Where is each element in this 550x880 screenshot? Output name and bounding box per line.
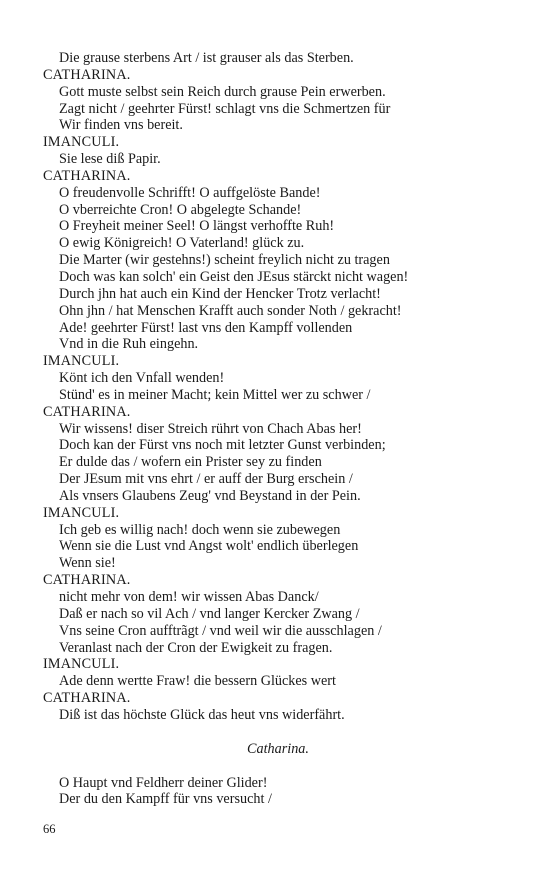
verse-line: Ich geb es willig nach! doch wenn sie zubewegen — [59, 521, 341, 538]
verse-line: Vnd in die Ruh eingehn. — [59, 336, 199, 353]
verse-line: Wenn sie die Lust vnd Angst wolt' endlich überlegen — [59, 538, 359, 555]
verse-line: Ade denn wertte Fraw! die bessern Glückes wert — [59, 673, 336, 690]
section-heading: Catharina. — [247, 740, 309, 757]
verse-line: Der du den Kampff für vns versucht / — [59, 791, 272, 808]
verse-line: Ade! geehrter Fürst! last vns den Kampff vollenden — [59, 319, 353, 336]
speaker-name: CATHARINA. — [43, 66, 131, 83]
verse-line: Sie lese diß Papir. — [59, 151, 161, 168]
verse-line: Daß er nach so vil Ach / vnd langer Kercker Zwang / — [59, 605, 360, 622]
verse-line: Doch was kan solch' ein Geist den JEsus stärckt nicht wagen! — [59, 268, 409, 285]
verse-line: Die grause sterbens Art / ist grauser als das Sterben. — [59, 50, 354, 66]
verse-line: Der JEsum mit vns ehrt / er auff der Burg erschein / — [59, 471, 353, 488]
verse-line: Wenn sie! — [59, 555, 116, 572]
verse-line: Ohn jhn / hat Menschen Krafft auch sonder Noth / gekracht! — [59, 302, 402, 319]
verse-line: nicht mehr von dem! wir wissen Abas Danck/ — [59, 589, 319, 605]
verse-line: Zagt nicht / geehrter Fürst! schlagt vns die Schmertzen für — [59, 100, 391, 117]
verse-line: O vberreichte Cron! O abgelegte Schande! — [59, 201, 302, 218]
verse-line: Wir wissens! diser Streich rührt von Chach Abas her! — [59, 420, 362, 437]
dialogue-block — [43, 50, 513, 724]
verse-line: Könt ich den Vnfall wenden! — [59, 370, 225, 387]
speaker-name: IMANCULI. — [43, 134, 120, 151]
speaker-name: IMANCULI. — [43, 656, 120, 673]
verse-line: Vns seine Cron aufftrãgt / vnd weil wir die ausschlagen / — [59, 622, 382, 639]
verse-line: O freudenvolle Schrifft! O auffgelöste Bande! — [59, 184, 321, 201]
song-block — [43, 775, 513, 809]
verse-line: Doch kan der Fürst vns noch mit letzter Gunst verbinden; — [59, 437, 386, 454]
speaker-name: IMANCULI. — [43, 504, 120, 521]
speaker-name: CATHARINA. — [43, 403, 131, 420]
verse-line: Als vnsers Glaubens Zeug' vnd Beystand in der Pein. — [59, 487, 361, 504]
verse-line: Gott muste selbst sein Reich durch grause Pein erwerben. — [59, 83, 386, 100]
verse-line: Veranlast nach der Cron der Ewigkeit zu fragen. — [59, 639, 333, 656]
verse-line: Durch jhn hat auch ein Kind der Hencker Trotz verlacht! — [59, 285, 381, 302]
speaker-name: CATHARINA. — [43, 167, 131, 184]
play-text — [43, 50, 513, 808]
page-number: 66 — [43, 822, 56, 836]
speaker-name: CATHARINA. — [43, 572, 131, 589]
verse-line: Diß ist das höchste Glück das heut vns widerfährt. — [59, 706, 345, 723]
verse-line: Stünd' es in meiner Macht; kein Mittel wer zu schwer / — [59, 386, 371, 403]
verse-line: O Haupt vnd Feldherr deiner Glider! — [59, 774, 268, 791]
verse-line: Er dulde das / wofern ein Prister sey zu finden — [59, 454, 322, 471]
verse-line: Die Marter (wir gestehns!) scheint freylich nicht zu tragen — [59, 252, 390, 269]
speaker-name: CATHARINA. — [43, 690, 131, 707]
verse-line: Wir finden vns bereit. — [59, 117, 183, 134]
verse-line: O Freyheit meiner Seel! O längst verhoffte Ruh! — [59, 218, 335, 235]
verse-line: O ewig Königreich! O Vaterland! glück zu. — [59, 235, 305, 252]
speaker-name: IMANCULI. — [43, 353, 120, 370]
